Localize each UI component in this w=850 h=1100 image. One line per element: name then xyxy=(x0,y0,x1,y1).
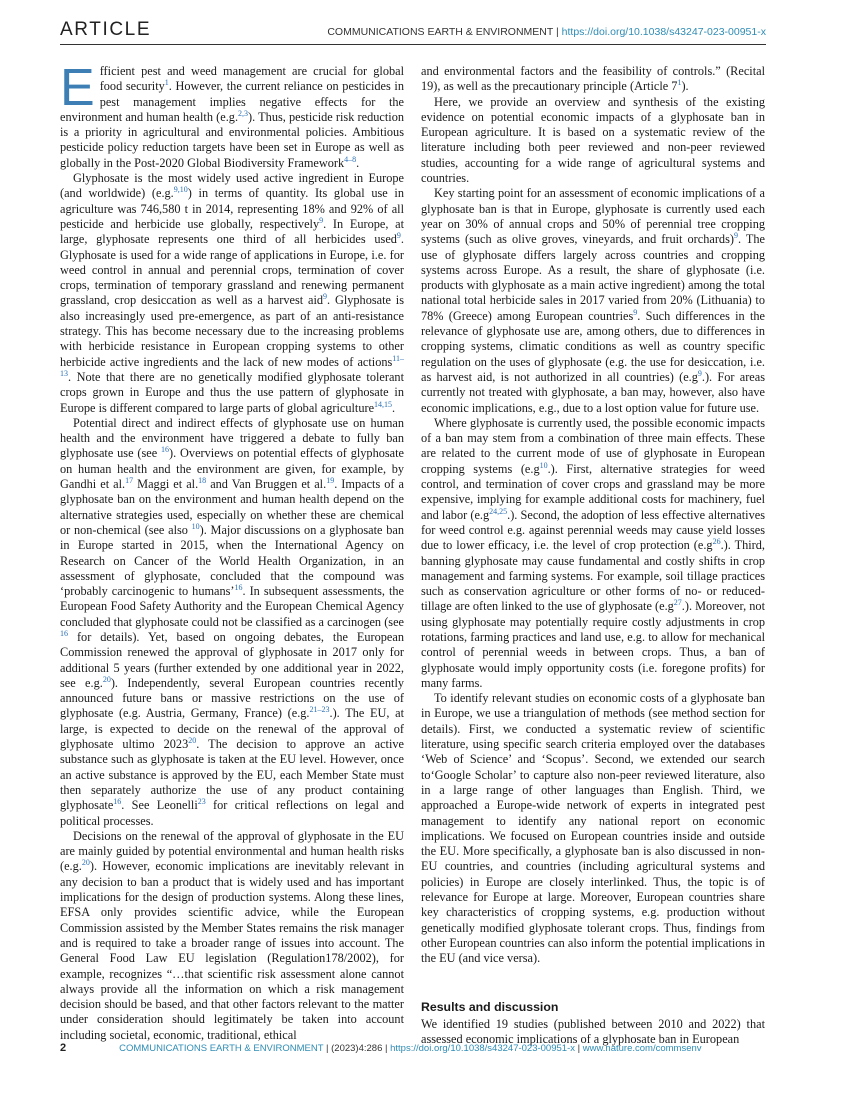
paragraph: Where glyphosate is currently used, the possible economic impacts of a ban may stem from a combination of three main effects. These are related to the current mode of use of glyphosate in European cropping systems $(e.g^{10}.)$. First, alternative strategies for weed control, and termination of cover crops and grassland may be more expensive, implying for example additional costs for machinery, fuel and labor $(e.g^{24,25}.)$. Second, the adoption of less effective alternatives for weed control e.g. against perennial weeds may cause yield losses due to lower efficacy, i.e. the level of crop protection $(e.g^{26}.)$. Third, banning glyphosate may cause fundamental and costly shifts in crop management and farming systems. For example, soil tillage practices such as conservation agriculture or other forms of no- or reduced-tillage are often linked to the use of glyphosate $(e.g^{27}.)$. Moreover, not using glyphosate may potentially require costly adjustments in crop rotations, farming practices and land use, e.g. to allow for mechanical control of perennial weeds in between crops. Thus, a ban of glyphosate would imply opportunity costs (i.e. foregone profits) for many farms. xyxy=(421,415,765,690)
reference-link[interactable]: 20 xyxy=(102,674,111,684)
footer-website-link[interactable]: www.nature.com/commsenv xyxy=(582,1043,702,1054)
page-number: 2 xyxy=(60,1042,67,1054)
reference-link[interactable]: 17 xyxy=(125,475,134,485)
reference-link[interactable]: 9 xyxy=(396,231,401,241)
reference-link[interactable]: 4–8 xyxy=(344,154,357,164)
reference-link[interactable]: 9,10 xyxy=(173,185,188,195)
header-journal-name: COMMUNICATIONS EARTH & ENVIRONMENT xyxy=(327,26,554,38)
header-rule xyxy=(60,44,766,45)
footer-separator: | xyxy=(574,1043,583,1054)
reference-link[interactable]: 1 xyxy=(164,78,169,88)
paragraph: Efficient pest and weed management are crucial for global food security$^1$. However, the current reliance on pesticides in pest management implies negative effects for the environment and human health (e.g.$^{2,3}$). Thus, pesticide risk reduction is a priority in agricultural and environmental policies. Ambitious pesticide policy reduction targets have been set in Europe as well as globally in the Post-2020 Global Biodiversity Framework$^{4-8}$. xyxy=(60,59,404,170)
reference-link[interactable]: 16 xyxy=(113,797,122,807)
reference-link[interactable]: 20 xyxy=(188,735,197,745)
paragraph: Here, we provide an overview and synthesis of the existing evidence on potential economic impacts of a glyphosate ban in European agriculture. It is based on a systematic review of the literature including both peer reviewed and non-peer reviewed studies, accounting for a wide range of agricultural systems and countries. xyxy=(421,94,765,186)
reference-link[interactable]: 1 xyxy=(677,78,682,88)
reference-link[interactable]: 20 xyxy=(81,858,90,868)
paragraph: To identify relevant studies on economic costs of a glyphosate ban in Europe, we use a triangulation of methods (see method section for details). First, we conducted a systematic review of scientific literature, using specific search criteria employed over the databases ‘Web of Science’ and ‘Scopus’. Second, we extended our search to‘Google Scholar’ to capture also non-peer reviewed literature, also in a large range of other languages than English. Third, we approached a Europe-wide network of experts in integrated pest management to identify any national report on economic implications. We focused on European countries inside and outside the EU. More specifically, a glyphosate ban is also discussed in non-EU countries, and countries (including agricultural systems and policies) in Europe are closely interlinked. Thus, the topic is of relevance for Europe at large. Moreover, European countries share key characteristics of cropping systems, e.g. production without genetically modified glyphosate tolerant crops. Thus, findings from other European countries can also inform the potential implications in the EU (and vice versa). xyxy=(421,691,765,966)
paragraph: Glyphosate is the most widely used active ingredient in Europe (and worldwide) (e.g.$^{9,10}$) in terms of quantity. Its global use in agriculture was 746,580 t in 2014, representing 18% and 92% of all pesticide and herbicide use globally, respectively$^9$. In Europe, at large, glyphosate represents one third of all herbicides used$^9$. Glyphosate is used for a wide range of applications in Europe, i.e. for weed control in annual and perennial crops, termination of cover crops, termination of temporary grassland and renewing permanent grassland, crop desiccation as well as a harvest aid$^9$. Glyphosate is also increasingly used pre-emergence, as part of an anti-resistance strategy. This has become necessary due to the increasing problems with herbicide resistance in European cropping systems to other herbicide active ingredients and the lack of new modes of actions$^{11-13}$. Note that there are no genetically modified glyphosate tolerant crops grown in Europe and thus the use pattern of glyphosate in Europe is different compared to large parts of global agriculture$^{14,15}$. xyxy=(60,171,405,415)
reference-link[interactable]: 24,25 xyxy=(489,506,508,516)
header-separator: | xyxy=(553,26,562,38)
paragraph: We identified 19 studies (published between 2010 and 2022) that assessed economic implications of a glyphosate ban in European xyxy=(421,1016,765,1047)
reference-link[interactable]: 26 xyxy=(712,537,721,547)
reference-link[interactable]: 9 xyxy=(697,368,702,378)
reference-link[interactable]: 14,15 xyxy=(374,399,393,409)
reference-link[interactable]: 11–13 xyxy=(60,353,404,378)
footer-citation: | (2023)4:286 | xyxy=(323,1043,391,1054)
running-header xyxy=(327,26,766,38)
reference-link[interactable]: 19 xyxy=(326,475,335,485)
paragraph: and environmental factors and the feasibility of controls.” (Recital 19), as well as the precautionary principle (Article $7^1$). xyxy=(421,64,765,94)
reference-link[interactable]: 9 xyxy=(633,307,638,317)
paragraph: Key starting point for an assessment of economic implications of a glyphosate ban is that in Europe, glyphosate is currently used each year on 30% of annual crops and 50% of perennial tree cropping systems (such as olive groves, vineyards, and fruit orchards)$^9$. The use of glyphosate differs largely across countries and cropping systems across Europe. As a result, the share of glyphosate (i.e. products with glyphosate as a main active ingredient) among the total national total herbicide sales in 2017 varied from 20% (Lithuania) to 78% (Greece) among European countries$^9$. Such differences in the relevance of glyphosate use are, among others, due to differences in cropping systems, climatic conditions as well as country specific regulation on the uses of glyphosate (e.g. the use for desiccation, i.e. as harvest aid, is not authorized in all countries) $(e.g^9.)$. For areas currently not treated with glyphosate, a ban may, however, also have economic implications, e.g., due to a lost option value for future use. xyxy=(421,186,766,415)
reference-link[interactable]: 9 xyxy=(733,231,738,241)
footer-journal-name: COMMUNICATIONS EARTH & ENVIRONMENT xyxy=(119,1043,324,1054)
reference-link[interactable]: 16 xyxy=(161,445,170,455)
reference-link[interactable]: 16 xyxy=(60,628,68,638)
page-footer xyxy=(60,1042,702,1054)
paragraph: Decisions on the renewal of the approval of glyphosate in the EU are mainly guided by potential environmental and human health risks (e.g.$^{20}$). However, economic implications are inevitably relevant in any decision to ban a product that is widely used and has important implications for the design of production systems. Along these lines, EFSA only provides scientific advice, while the European Commission assisted by the Member States remains the risk manager and is required to take a broader range of issues into account. The General Food Law EU legislation (Regulation178/2002), for example, recognizes “…that scientific risk assessment alone cannot always provide all the information on which a risk management decision should be based, and that other factors relevant to the matter under consideration should legitimately be taken into account including societal, economic, traditional, ethical xyxy=(60,828,404,1042)
reference-link[interactable]: 23 xyxy=(197,797,206,807)
reference-link[interactable]: 9 xyxy=(319,215,324,225)
drop-cap: E xyxy=(60,59,95,117)
left-column xyxy=(60,59,405,1043)
reference-link[interactable]: 2,3 xyxy=(238,108,249,118)
reference-link[interactable]: 16 xyxy=(234,583,243,592)
header-doi-link[interactable]: https://doi.org/10.1038/s43247-023-00951-x xyxy=(561,26,766,38)
reference-link[interactable]: 18 xyxy=(198,475,207,485)
paragraph: Potential direct and indirect effects of glyphosate use on human health and the environment have triggered a debate to fully ban glyphosate use (see $^{16}$). Overviews on potential effects of glyphosate on human health and the environment are given, for example, by Gandhi et al.$^{17}$ Maggi et al.$^{18}$ and Van Bruggen et al.$^{19}$. Impacts of a glyphosate ban on the environment and human health depend on the alternative strategies used, especially on whether these are chemical or non-chemical (see also $^{10}$). Major discussions on a glyphosate ban in Europe started in 2015, when the International Agency on Research on Cancer of the World Health Organization, in an assessment of glyphosate, concluded that the compound was ‘probably carcinogenic to humans’$^{16}$. In subsequent assessments, the European Food Safety Authority and the European Chemical Agency concluded that glyphosate could not be classified as a carcinogen (see $^{16}$ for details). Yet, based on ongoing debates, the European Commission renewed the approval of glyphosate in 2017 only for additional 5 years (further extended by one additional year in 2022, see e.g.$^{20}$). Independently, several European countries recently announced future bans or massive restrictions on the use of glyphosate (e.g. Austria, Germany, France) (e.g.$^{21-23}$.). The EU, at large, is expected to decide on the renewal of the approval of glyphosate ultimo 2023$^{20}$. The decision to approve an active substance such as glyphosate is taken at the EU level. However, once an active substance is approved by the EU, each Member State must then separately authorize the use of any product containing glyphosate$^{16}$. See Leonelli$^{23}$ for critical reflections on legal and political processes. xyxy=(60,415,405,828)
section-heading: Results and discussion xyxy=(421,999,559,1014)
footer-doi-link[interactable]: https://doi.org/10.1038/s43247-023-00951-x xyxy=(390,1043,575,1054)
reference-link[interactable]: 27 xyxy=(673,598,682,608)
reference-link[interactable]: 10 xyxy=(539,460,548,470)
article-section-label: ARTICLE xyxy=(60,19,152,40)
reference-link[interactable]: 10 xyxy=(191,521,200,531)
reference-link[interactable]: 21–23 xyxy=(309,705,330,715)
reference-link[interactable]: 9 xyxy=(323,292,328,302)
right-column xyxy=(421,64,765,1047)
